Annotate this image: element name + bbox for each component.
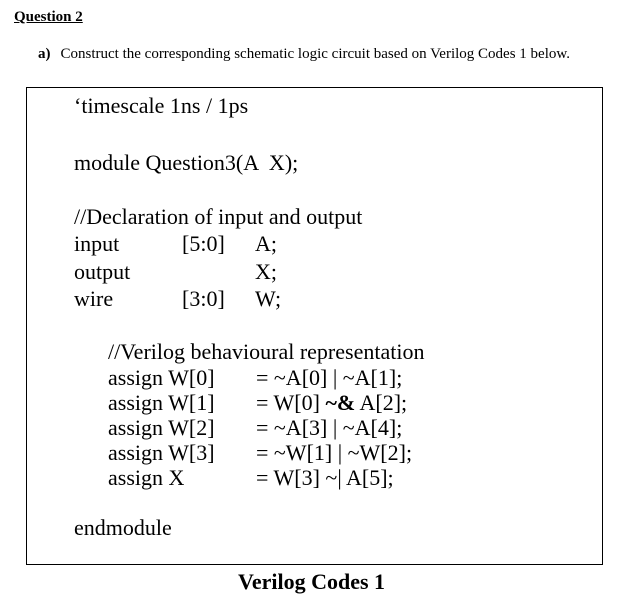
decl-keyword-wire: wire — [74, 286, 114, 311]
code-caption: Verilog Codes 1 — [237, 569, 386, 594]
declaration-comment: //Declaration of input and output — [74, 204, 363, 229]
assign-rhs-w3: = ~W[1] | ~W[2]; — [256, 440, 413, 465]
decl-name-wire: W; — [255, 286, 282, 311]
question-text: Construct the corresponding schematic logic circuit based on Verilog Codes 1 below. — [60, 46, 570, 62]
assign-rhs-w0: = ~A[0] | ~A[1]; — [256, 365, 403, 390]
decl-name-output: X; — [255, 259, 277, 284]
assign-rhs-w2: = ~A[3] | ~A[4]; — [256, 415, 403, 440]
assign-lhs-w3: assign W[3] — [108, 440, 215, 465]
decl-range-input: [5:0] — [182, 231, 225, 256]
question-a — [38, 45, 570, 63]
assign-lhs-w0: assign W[0] — [108, 365, 215, 390]
assign-rhs-x: = W[3] ~| A[5]; — [256, 465, 394, 490]
behavioural-comment: //Verilog behavioural representation — [108, 339, 425, 364]
endmodule-line: endmodule — [74, 515, 172, 540]
verilog-code-box — [26, 87, 603, 565]
timescale-line: ‘timescale 1ns / 1ps — [74, 93, 249, 118]
assign-lhs-w1: assign W[1] — [108, 390, 215, 415]
assign-rhs-w1-pre: = W[0] — [256, 390, 326, 415]
assign-lhs-w2: assign W[2] — [108, 415, 215, 440]
decl-keyword-output: output — [74, 259, 131, 284]
question-label: a) — [38, 46, 51, 62]
nand-operator: ~& — [325, 390, 356, 415]
decl-range-wire: [3:0] — [182, 286, 225, 311]
assign-rhs-w1 — [256, 390, 407, 416]
decl-name-input: A; — [255, 231, 277, 256]
assign-rhs-w1-post: A[2]; — [355, 390, 408, 415]
assign-lhs-x: assign X — [108, 465, 185, 490]
module-declaration: module Question3(A X); — [74, 150, 299, 175]
decl-keyword-input: input — [74, 231, 120, 256]
question-heading: Question 2 — [14, 9, 83, 25]
